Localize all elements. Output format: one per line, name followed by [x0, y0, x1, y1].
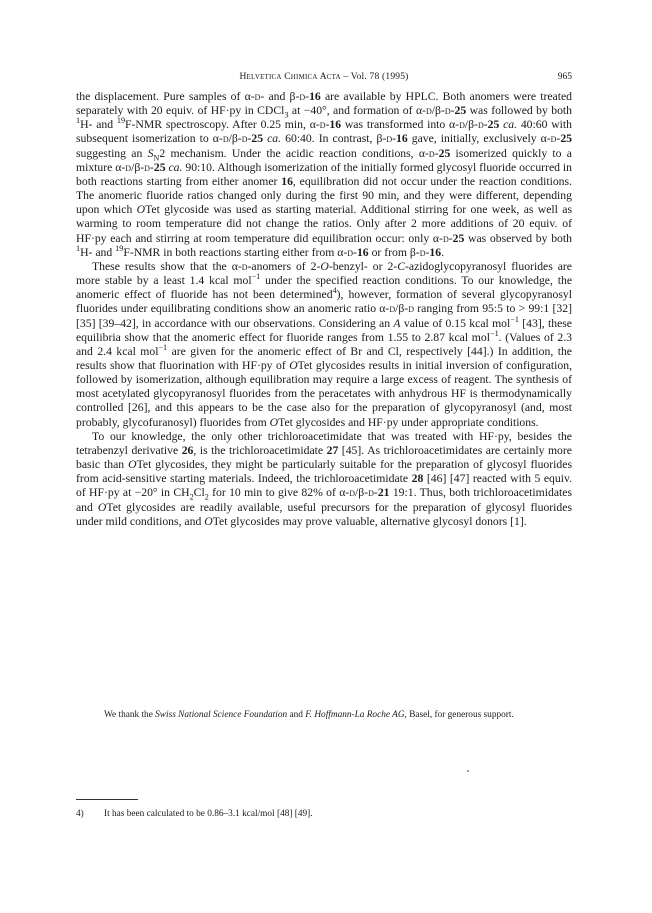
footnote-rule [76, 799, 138, 800]
page-number: 965 [557, 72, 572, 82]
paragraph-2: These results show that the α-d-anomers of 2-O-benzyl- or 2-C-azidoglycopyranosyl fluorides are more stable by a least 1.4 kcal mol$^{-1}$ under the specified reaction conditions. To our knowledge, the anomeric effect of fluoride has not been determined$^4$), however, formation of several glycopyranosyl fluorides under equilibrating conditions show an anomeric ratio α-d/β-d ranging from 95:5 to > 99:1 [32] [35] [39–42], in accordance with our observations. Considering an A value of 0.15 kcal mol$^{-1}$ [43], these equilibria show that the anomeric effect for fluoride ranges from 1.55 to 2.87 kcal mol$^{-1}$. (Values of 2.3 and 2.4 kcal mol$^{-1}$ are given for the anomeric effect of Br and Cl, respectively [44].) In addition, the results show that fluorination with HF·py of OTet glycosides results in initial inversion of configuration, followed by isomerization, although equilibration may require a large excess of reagent. The synthesis of most acetylated glycopyranosyl fluorides from the peracetates with anhydrous HF is thermodynamically controlled [26], and this appears to be the case also for the preparation of glycopyranosyl (and, most probably, glycofuranosyl) fluorides from OTet glycosides and HF·py under appropriate conditions. [76, 259, 573, 429]
paragraph-1: the displacement. Pure samples of α-d- and β-d-16 are available by HPLC. Both anomers were treated separately with 20 equiv. of HF·py in CDCl$_3$ at −40°, and formation of α-d/β-d-25 was followed by both $^1$H- and $^{19}$F-NMR spectroscopy. After 0.25 min, α-d-16 was transformed into α-d/β-d-25 ca. 40:60 with subsequent isomerization to α-d/β-d-25 ca. 60:40. In contrast, β-d-16 gave, initially, exclusively α-d-25 suggesting an $S_N2$ mechanism. Under the acidic reaction conditions, α-d-25 isomerized quickly to a mixture α-d/β-d-25 ca. 90:10. Although isomerization of the initially formed glycosyl fluoride occurred in both reactions starting from either anomer 16, equilibration did not occur under the reaction conditions. The anomeric fluoride ratios changed only during the first 90 min, and they were different, depending upon which OTet glycoside was used as starting material. Additional stirring for one week, as well as warming to room temperature did not change the ratios. Only after 2 more additions of 20 equiv. of HF·py each and stirring at room temperature did equilibration occur: only α-d-25 was observed by both $^1$H- and $^{19}$F-NMR in both reactions starting either from α-d-16 or from β-d-16. [76, 90, 573, 259]
journal-title: Helvetica Chimica Acta – Vol. 78 (1995) [239, 72, 409, 82]
footnote-text: It has been calculated to be 0.86–3.1 kcal/mol [48] [49]. [104, 809, 313, 819]
footnote [76, 808, 572, 820]
scan-speck [467, 770, 469, 772]
main-text [76, 90, 572, 529]
footnote-marker: 4) [76, 809, 84, 819]
paragraph-3: To our knowledge, the only other trichloroacetimidate that was treated with HF·py, besides the tetrabenzyl derivative 26, is the trichloroacetimidate 27 [45]. As trichloroacetimidates are certainly more basic than OTet glycosides, they might be particularly suitable for the preparation of glycosyl fluorides from acid-sensitive starting materials. Indeed, the trichloroacetimidate 28 [46] [47] reacted with 5 equiv. of HF·py at −20° in $CH_2Cl_2$ for 10 min to give 82% of α-d/β-d-21 19:1. Thus, both trichloroacetimidates and OTet glycosides are readily available, useful precursors for the preparation of glycosyl fluorides under mild conditions, and OTet glycosides may prove valuable, alternative glycosyl donors [1]. [76, 429, 573, 528]
acknowledgement: We thank the Swiss National Science Foundation and F. Hoffmann-La Roche AG, Basel, for generous support. [104, 710, 514, 720]
